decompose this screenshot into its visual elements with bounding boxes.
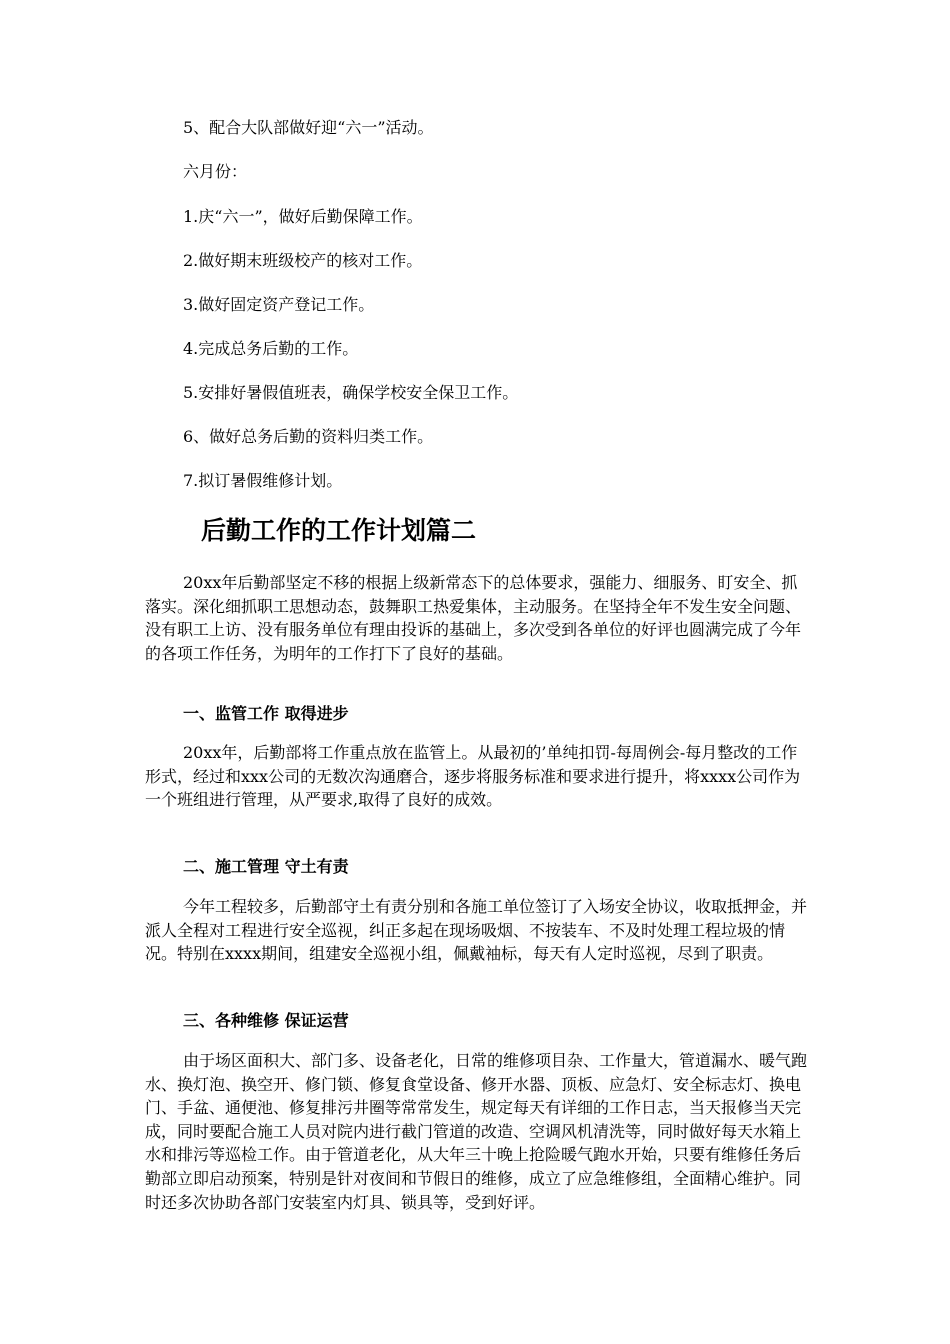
section-body-3: 由于场区面积大、部门多、设备老化，日常的维修项目杂、工作量大，管道漏水、暖气跑水、换灯泡、换空开、修门锁、修复食堂设备、修开水器、顶板、应急灯、安全标志灯、换电门、手盆、通便池、修复排污井圈等常常发生，规定每天有详细的工作日志，当天报修当天完成，同时要配合施工人员对院内进行截门管道的改造、空调风机清洗等，同时做好每天水箱上水和排污等巡检工作。由于管道老化，从大年三十晚上抢险暖气跑水开始，只要有维修任务后勤部立即启动预案，特别是针对夜间和节假日的维修，成立了应急维修组，全面精心维护。同时还多次协助各部门安装室内灯具、锁具等，受到好评。 [145, 1051, 808, 1212]
section-body-1: 20xx年，后勤部将工作重点放在监管上。从最初的’单纯扣罚-每周例会-每月整改的工作形式，经过和xxx公司的无数次沟通磨合，逐步将服务标准和要求进行提升，将xxxx公司作为一个班组进行管理，从严要求,取得了良好的成效。 [145, 743, 801, 810]
list-item: 5.安排好暑假值班表，确保学校安全保卫工作。 [183, 383, 519, 402]
section-heading-1: 一、监管工作 取得进步 [183, 704, 349, 723]
list-item: 7.拟订暑假维修计划。 [183, 471, 343, 490]
list-item: 6、做好总务后勤的资料归类工作。 [183, 427, 434, 446]
section-body-2: 今年工程较多，后勤部守土有责分别和各施工单位签订了入场安全协议，收取抵押金，并派人全程对工程进行安全巡视，纠正多起在现场吸烟、不按装车、不及时处理工程垃圾的情况。特别在xxxx期间，组建安全巡视小组，佩戴袖标，每天有人定时巡视，尽到了职责。 [145, 897, 808, 964]
list-item: 1.庆“六一”，做好后勤保障工作。 [183, 207, 423, 226]
list-item: 4.完成总务后勤的工作。 [183, 339, 359, 358]
list-item: 3.做好固定资产登记工作。 [183, 295, 375, 314]
section-title: 后勤工作的工作计划篇二 [201, 516, 477, 545]
section-heading-2: 二、施工管理 守土有责 [183, 857, 349, 876]
intro-paragraph: 20xx年后勤部坚定不移的根据上级新常态下的总体要求，强能力、细服务、盯安全、抓落实。深化细抓职工思想动态，鼓舞职工热爱集体，主动服务。在坚持全年不发生安全问题、没有职工上访、没有服务单位有理由投诉的基础上，多次受到各单位的好评也圆满完成了今年的各项工作任务，为明年的工作打下了良好的基础。 [145, 573, 802, 663]
section-heading-3: 三、各种维修 保证运营 [183, 1011, 349, 1030]
list-item: 2.做好期末班级校产的核对工作。 [183, 251, 423, 270]
month-label: 六月份： [183, 162, 248, 181]
list-item: 5、配合大队部做好迎“六一”活动。 [183, 118, 434, 137]
